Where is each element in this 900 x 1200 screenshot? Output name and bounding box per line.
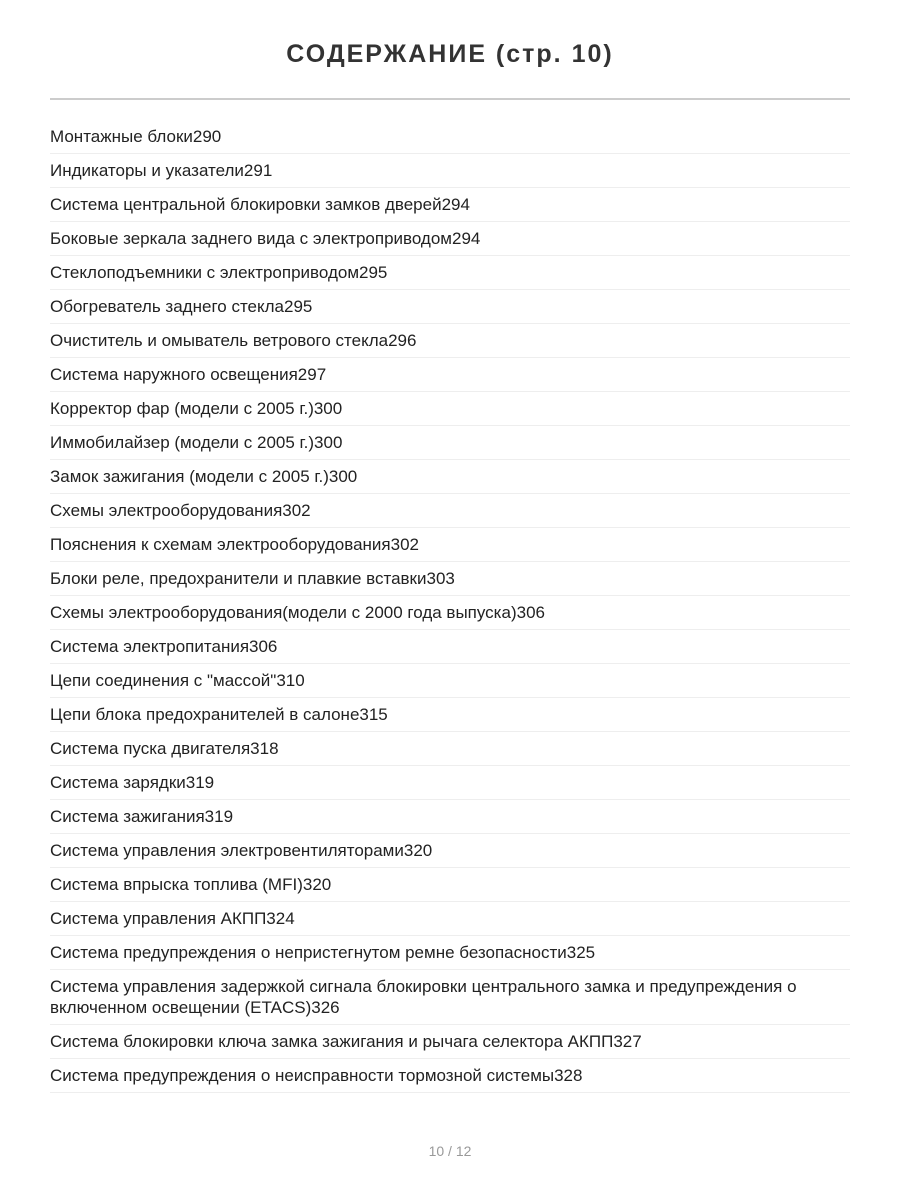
toc-item[interactable]: Система управления электровентиляторами320 (50, 834, 850, 868)
toc-item[interactable]: Система зарядки319 (50, 766, 850, 800)
page-title: СОДЕРЖАНИЕ (стр. 10) (286, 40, 614, 68)
toc-item[interactable]: Система управления задержкой сигнала блокировки центрального замка и предупреждения о включенном освещении (ETACS)326 (50, 970, 850, 1025)
toc-item[interactable]: Система наружного освещения297 (50, 358, 850, 392)
toc-item[interactable]: Система пуска двигателя318 (50, 732, 850, 766)
toc-item[interactable]: Цепи соединения с "массой"310 (50, 664, 850, 698)
toc-list (50, 120, 850, 1093)
toc-item[interactable]: Монтажные блоки290 (50, 120, 850, 154)
toc-item[interactable]: Система зажигания319 (50, 800, 850, 834)
toc-item[interactable]: Корректор фар (модели с 2005 г.)300 (50, 392, 850, 426)
toc-item[interactable]: Схемы электрооборудования302 (50, 494, 850, 528)
toc-item[interactable]: Система предупреждения о непристегнутом ремне безопасности325 (50, 936, 850, 970)
toc-item[interactable]: Система электропитания306 (50, 630, 850, 664)
toc-item[interactable]: Иммобилайзер (модели с 2005 г.)300 (50, 426, 850, 460)
toc-item[interactable]: Блоки реле, предохранители и плавкие вставки303 (50, 562, 850, 596)
toc-item[interactable]: Очиститель и омыватель ветрового стекла296 (50, 324, 850, 358)
toc-item[interactable]: Система блокировки ключа замка зажигания и рычага селектора АКПП327 (50, 1025, 850, 1059)
toc-item[interactable]: Индикаторы и указатели291 (50, 154, 850, 188)
document-page (50, 0, 850, 1093)
toc-item[interactable]: Схемы электрооборудования(модели с 2000 года выпуска)306 (50, 596, 850, 630)
page-indicator: 10 / 12 (428, 1143, 472, 1159)
toc-item[interactable]: Система центральной блокировки замков дверей294 (50, 188, 850, 222)
toc-item[interactable]: Цепи блока предохранителей в салоне315 (50, 698, 850, 732)
toc-item[interactable]: Система предупреждения о неисправности тормозной системы328 (50, 1059, 850, 1093)
toc-item[interactable]: Боковые зеркала заднего вида с электроприводом294 (50, 222, 850, 256)
toc-item[interactable]: Система управления АКПП324 (50, 902, 850, 936)
toc-item[interactable]: Обогреватель заднего стекла295 (50, 290, 850, 324)
title-divider (50, 98, 850, 100)
toc-item[interactable]: Система впрыска топлива (MFI)320 (50, 868, 850, 902)
toc-item[interactable]: Замок зажигания (модели с 2005 г.)300 (50, 460, 850, 494)
toc-item[interactable]: Стеклоподъемники с электроприводом295 (50, 256, 850, 290)
toc-item[interactable]: Пояснения к схемам электрооборудования302 (50, 528, 850, 562)
